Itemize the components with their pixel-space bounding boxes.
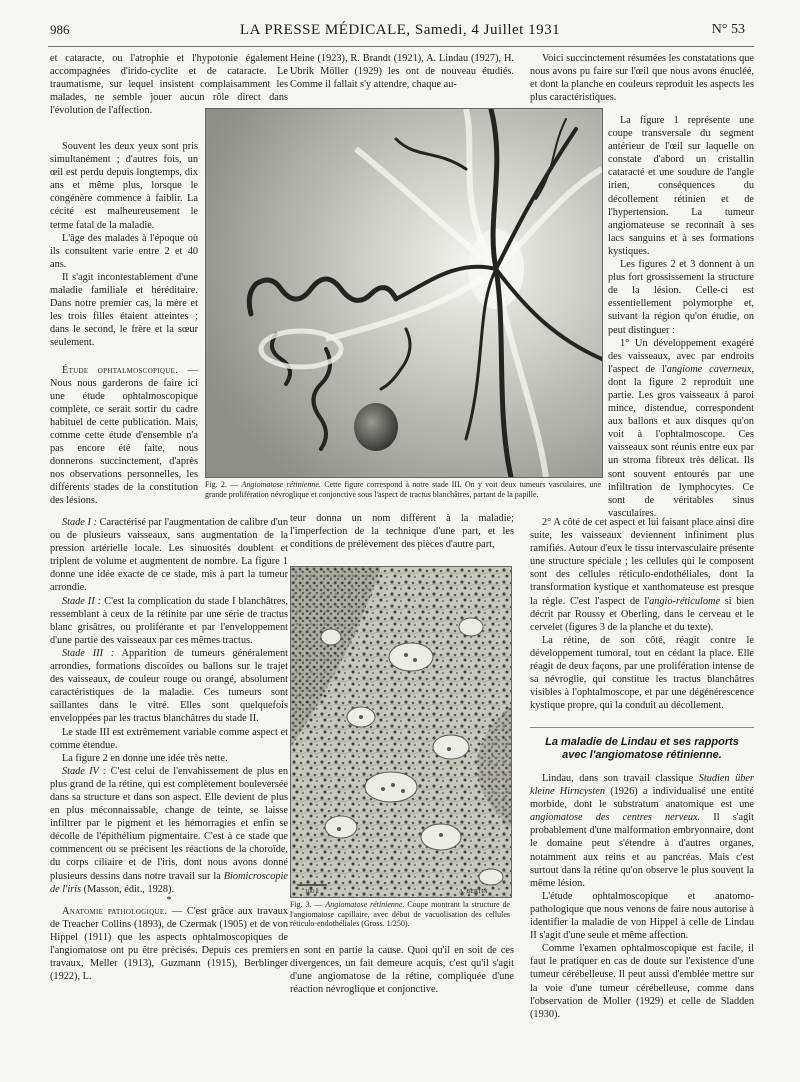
- paragraph-text: Il s'agit probablement d'une malformation embryonnaire, dont le domaine peut s'étendre à d'autres organes, notamment aux reins et au pancréas. Mais c'est surtout dans la rétine qu'on observe le plus souvent la même lésion.: [530, 812, 754, 889]
- section-heading: [530, 736, 754, 762]
- paragraph-text: Lindau, dans son travail classique: [542, 773, 694, 784]
- paragraph: La rétine, de son côté, réagit contre le développement tumoral, tout en cédant la place. Elle réagit de deux façons, par une prolifération intense de sa névroglie, qui constitue les tractus blanchâtres visibles à l'ophtalmoscope, et par une dégénérescence kystique propre, qui la conduit au décollement.: [530, 634, 754, 712]
- middle-top-text: [290, 52, 514, 91]
- right-column-lower: [530, 516, 754, 712]
- term: angio-réticulome: [649, 595, 721, 607]
- paragraph-text: Apparition de tumeurs généralement arrondies, formations discoïdes ou ballons sur le trajet des vaisseaux, de couleur rouge ou orangé, absolument caractéristiques de la maladie. Ces tumeurs sont saillantes dans le vitré. Elles sont quelquefois enveloppées par les tractus blanchâtres du stade II.: [50, 647, 288, 725]
- figure-2-caption: [205, 480, 601, 499]
- caption-text: Coupe montrant la structure de l'angiomatose capillaire, avec début de vacuolisation des cellules réticulo-endothéliales (Gross. 1/250).: [290, 900, 510, 929]
- paragraph: Souvent les deux yeux sont pris simultanément ; d'autres fois, un œil est perdu depuis longtemps, dix ans et même plus, lorsque le congénère commence à faiblir. La cécité est malheureusement le terme fatal de la maladie.: [50, 141, 198, 231]
- figure-2-fundus: [205, 108, 603, 478]
- lindau-section: [530, 772, 754, 1021]
- term: angiomatose des centres nerveux.: [530, 812, 701, 824]
- section-rule: [530, 727, 754, 728]
- paragraph-text: C'est la complication du stade I blanchâtres, ressemblant à ceux de la rétinite par une série de tractus blanc grisâtres, ou proliférante et par l'enveloppement d'une partie des vaisseaux par ces mêmes tractus.: [50, 595, 289, 646]
- book-title: Biomicroscopie de l'iris: [50, 870, 288, 895]
- section-head: Anatomie pathologique. —: [62, 905, 183, 917]
- section-star: *: [166, 894, 172, 906]
- paragraph-text: Nous nous garderons de faire ici une étude ophtalmoscopique complète, ce serait sortir du cadre habituel de cette publication. Mais, comme cette étude d'ensemble n'a pas encore été faite, nous donnerons succinctement, d'après nos observations personnelles, les différents stades de la constitution des lésions.: [50, 377, 198, 507]
- middle-column-bottom: [290, 944, 514, 996]
- left-column-narrow: [50, 140, 198, 508]
- histology-illustration: [291, 567, 511, 897]
- stage-label: Stade III :: [62, 647, 115, 659]
- vascular-tumor: [354, 403, 398, 451]
- figure-3-histology: [290, 566, 512, 898]
- caption-text: Cette figure correspond à notre stade III. On y voit deux tumeurs vasculaires, une grande prolifération névroglique et conjonctive sous l'aspect de tractus blanchâtres, partant de la papille.: [205, 480, 602, 499]
- paragraph: L'étude ophtalmoscopique et anatomo-pathologique que nous venons de faire nous autorise à identifier la maladie de von Hippel à celle de Lindau II s'agit d'une seule et même affection.: [530, 890, 754, 942]
- paragraph: [50, 765, 288, 896]
- paragraph-text: (1926) a individualisé une entité morbide, dont le substratum anatomique est une: [530, 786, 754, 811]
- section-heading-line: avec l'angiomatose rétinienne.: [562, 749, 722, 761]
- page-number: 986: [50, 22, 70, 37]
- caption-label: Fig. 3. —: [290, 900, 323, 909]
- paragraph: La figure 1 représente une coupe transversale du segment antérieur de l'œil sur laquelle on constate d'abord un cristallin cataracté et une soudure de l'angle irien, conséquences du décollement rétinien et de l'hypertension. La tumeur angiomateuse se reconnaît à ses lacs sanguins et à ses formations kystiques.: [608, 115, 754, 257]
- paragraph-text: Caractérisé par l'augmentation de calibre d'un ou de plusieurs vaisseaux, sans augmentation de la pression artérielle locale. Les sinuosités doublent et triplent de volume et augmentent de nombre. La figure 1 donne une idée exacte de ce stade, mis à part la tumeur arrondie.: [50, 517, 288, 594]
- paragraph: [50, 905, 288, 984]
- section-heading-line: La maladie de Lindau et ses rapports: [545, 736, 739, 748]
- issue-number: N° 53: [711, 22, 745, 37]
- left-column-lower: [50, 516, 288, 983]
- stage-label: Stade II :: [62, 595, 102, 607]
- paragraph: [530, 772, 754, 890]
- work-title: Studien über kleine Hirncysten: [530, 773, 754, 798]
- paragraph: Les figures 2 et 3 donnent à un plus fort grossissement la structure de la lésion. Celle-ci est essentiellement polymorphe et, suivant la région qu'on étudie, on peut distinguer :: [608, 259, 754, 336]
- right-column-top: [530, 52, 754, 104]
- stage-label: Stade IV :: [62, 765, 107, 777]
- paragraph-text: si bien décrit par Roussy et Oberling, dans le cerveau et le cervelet (figures 3 de la planche et du texte).: [530, 595, 755, 633]
- term: angiome caverneux: [666, 363, 752, 375]
- paragraph: La figure 2 en donne une idée très nette.: [62, 752, 228, 764]
- paragraph: L'âge des malades à l'époque où ils consultent varie entre 2 et 40 ans.: [50, 232, 198, 270]
- figure-3-caption: [290, 900, 510, 929]
- paragraph-text: 1° Un développement exagéré des vaisseaux, avec par endroits l'aspect de l': [608, 337, 754, 375]
- paragraph: Heine (1923), R. Brandt (1921), A. Lindau (1927), H. Ubrik Möller (1929) les ont de nouveau étudiés. Comme il fallait s'y attendre, chaque au-: [290, 53, 514, 91]
- paragraph: [530, 516, 754, 634]
- journal-title: LA PRESSE MÉDICALE, Samedi, 4 Juillet 1931: [239, 22, 561, 38]
- paragraph: [608, 337, 754, 520]
- paragraph-text: C'est celui de l'envahissement de plus en plus grand de la rétine, qui est complètement bouleversée dans sa structure et dans son aspect. Elle devient de plus en plus méconnaissable, change de teinte, se laisse infiltrer par le pigment et les hémorragies et enfin se décolle de l'épithélium pigmentaire. C'est à ce stade que commencent ou se précisent les réactions de la choroïde, du corps ciliaire et de l'iris, dont nous avons donné plusieurs dessins dans notre travail sur la: [50, 765, 288, 882]
- scale-label: 100 μ: [305, 889, 319, 895]
- fundus-illustration: [206, 109, 602, 477]
- paragraph: Le stade III est extrêmement variable comme aspect et comme étendue.: [50, 726, 288, 751]
- section-head: Étude ophtalmoscopique. —: [62, 364, 198, 376]
- stage-label: Stade I :: [62, 517, 97, 528]
- paragraph: [50, 516, 288, 595]
- caption-title: Angiomatose rétinienne.: [325, 900, 405, 909]
- paragraph: [50, 364, 198, 508]
- right-column-narrow: [608, 114, 754, 520]
- header-rule: [48, 46, 754, 47]
- paragraph: Voici succinctement résumées les constatations que nous avons pu faire sur l'œil que nous avons énucléé, et dont la planche en couleurs reproduit les aspects les plus caractéristiques.: [530, 53, 754, 104]
- caption-label: Fig. 2. —: [205, 480, 239, 489]
- paragraph: en sont en partie la cause. Quoi qu'il en soit de ces divergences, un fait demeure acquis, c'est qu'il s'agit d'une angiomatose de la rétine, compliquée d'une réaction névroglique et conjonctive.: [290, 945, 514, 996]
- paragraph: [50, 595, 288, 647]
- paragraph: [50, 647, 288, 726]
- paragraph-text: C'est grâce aux travaux de Treacher Collins (1893), de Czermak (1905) et de von Hippel (1911) que les aspects ophtalmoscopiques de l'angiomatose ont pu être précisés. Depuis ces premiers travaux, Meller (1913), Guzmann (1915), Berblinger (1922), L.: [50, 905, 289, 983]
- paragraph: Il s'agit incontestablement d'une maladie familiale et héréditaire. Dans notre premier cas, la mère et les trois filles étaient atteintes ; dans le second, le frère et la sœur seulement.: [50, 271, 198, 349]
- paragraph: teur donna un nom différent à la maladie; l'imperfection de la technique d'une part, et les conditions de prélèvement des pièces d'autre part,: [290, 513, 514, 551]
- paragraph: Comme l'examen ophtalmoscopique est facile, il faut le pratiquer en cas de doute sur l'existence d'une tumeur cérébelleuse. Il peut aussi d'emblée mettre sur la voie d'une tumeur cérébelleuse, comme dans l'observation de Moller (1929) et celle de Sladden (1930).: [530, 943, 754, 1020]
- paragraph-text: (Masson, édit., 1928).: [83, 883, 175, 895]
- paragraph-text: 2° A côté de cet aspect et lui faisant place ainsi dire suite, les vaisseaux deviennent infiniment plus ramifiés. Autour d'eux le tissu intervasculaire présente une structure spéciale ; les cellules qui le composent sont des cellules réticulo-endothéliales, dont la transformation kystique et xanthomateuse est presque la règle. C'est l'aspect de l': [530, 517, 754, 607]
- caption-title: Angiomatose rétinienne.: [241, 480, 321, 489]
- paragraph-text: , dont la figure 2 reproduit une partie. Les gros vaisseaux à paroi mince, distendue, correspondent aux ballons et aux disques qu'on voit à l'ophtalmoscope. Ces vaisseaux sont réunis entre eux par un stroma fibreux très délicat. Ils sont souvent entourés par une infiltration de lymphocytes. Ce sont de véritables sinus vasculaires.: [608, 363, 755, 519]
- artist-signature: A. BERTIN: [459, 889, 488, 895]
- paragraph: et cataracte, ou l'atrophie et l'hypotonie également accompagnées d'irido-cyclite et de cataracte. Le traumatisme, sur lequel insistent complaisamment les malades, ne semble jouer aucun rôle direct dans l'évolution de l'affection.: [50, 53, 288, 117]
- middle-column: [290, 512, 514, 551]
- running-header: [0, 22, 800, 44]
